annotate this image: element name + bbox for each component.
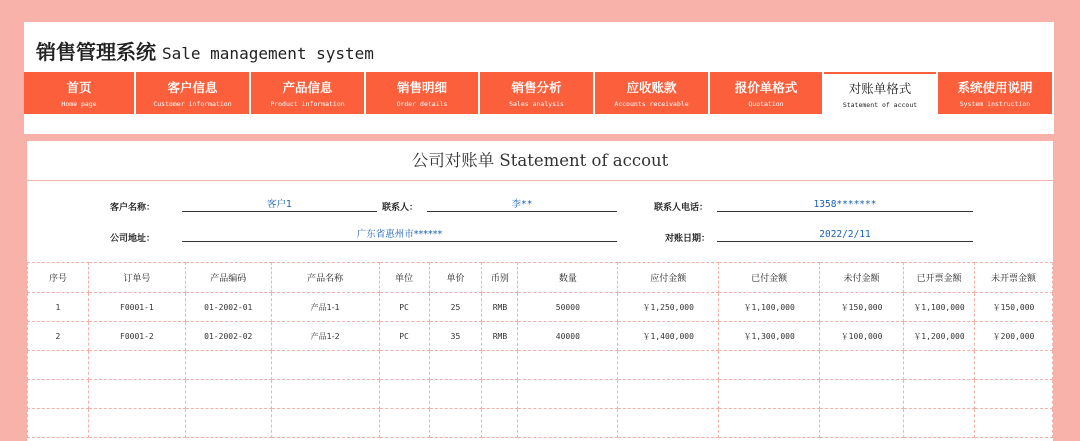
table-cell[interactable]: 35 <box>429 322 482 351</box>
table-cell[interactable] <box>429 351 482 380</box>
table-cell[interactable] <box>185 351 271 380</box>
table-row <box>28 293 1053 322</box>
table-cell[interactable] <box>518 409 618 438</box>
table-cell[interactable]: ￥1,100,000 <box>719 293 820 322</box>
nav-bar <box>24 72 1054 116</box>
table-cell[interactable] <box>719 351 820 380</box>
tab-sublabel: Statement of accout <box>842 101 918 109</box>
table-cell[interactable]: 40000 <box>518 322 618 351</box>
statement-table <box>27 262 1053 438</box>
table-cell[interactable] <box>429 409 482 438</box>
table-cell[interactable]: ￥150,000 <box>820 293 904 322</box>
column-header: 产品名称 <box>271 263 379 293</box>
table-cell[interactable] <box>379 380 429 409</box>
table-cell[interactable] <box>88 351 185 380</box>
table-cell[interactable] <box>719 409 820 438</box>
table-cell[interactable]: RMB <box>482 322 518 351</box>
tab-sublabel: System instruction <box>959 100 1031 108</box>
tab-label: 对账单格式 <box>848 81 912 96</box>
column-header: 单价 <box>429 263 482 293</box>
address-field[interactable]: 广东省惠州市****** <box>182 228 617 242</box>
table-cell[interactable]: RMB <box>482 293 518 322</box>
table-cell[interactable] <box>88 409 185 438</box>
statement-panel <box>27 141 1053 441</box>
table-cell[interactable] <box>904 380 975 409</box>
table-cell[interactable] <box>271 380 379 409</box>
statement-title: 公司对账单 Statement of accout <box>27 141 1053 181</box>
statement-date-field[interactable]: 2022/2/11 <box>717 228 973 242</box>
tab-statement[interactable] <box>824 72 936 114</box>
table-row <box>28 322 1053 351</box>
table-cell[interactable] <box>518 351 618 380</box>
table-cell[interactable] <box>482 380 518 409</box>
tab-sublabel: Product information <box>270 100 345 108</box>
table-cell[interactable] <box>974 351 1052 380</box>
table-row-empty <box>28 409 1053 438</box>
tab-label: 应收账款 <box>626 80 677 95</box>
tab-sublabel: Accounts receivable <box>614 100 689 108</box>
tab-sublabel: Customer information <box>153 100 232 108</box>
column-header: 未开票金额 <box>974 263 1052 293</box>
address-label: 公司地址： <box>110 234 156 244</box>
statement-date-label: 对账日期： <box>665 234 711 244</box>
table-cell[interactable] <box>28 380 89 409</box>
table-cell[interactable]: ￥1,100,000 <box>904 293 975 322</box>
table-cell[interactable]: F0001-2 <box>88 322 185 351</box>
tab-label: 系统使用说明 <box>957 80 1033 95</box>
table-cell[interactable] <box>820 380 904 409</box>
tab-sublabel: Home page <box>61 100 97 108</box>
tab-label: 客户信息 <box>167 80 218 95</box>
table-cell[interactable] <box>618 380 719 409</box>
table-cell[interactable] <box>28 409 89 438</box>
tab-label: 首页 <box>66 80 92 95</box>
table-cell[interactable]: 产品1-1 <box>271 293 379 322</box>
table-cell[interactable]: ￥1,250,000 <box>618 293 719 322</box>
app-title <box>36 36 374 65</box>
tab-sales-analysis[interactable] <box>480 72 593 114</box>
phone-field[interactable]: 1358******* <box>717 198 973 212</box>
tab-sublabel: Quotation <box>748 100 784 108</box>
column-header: 产品编码 <box>185 263 271 293</box>
table-cell[interactable]: ￥200,000 <box>974 322 1052 351</box>
app-title-en: Sale management system <box>162 44 374 63</box>
table-cell[interactable] <box>429 380 482 409</box>
table-cell[interactable]: 1 <box>28 293 89 322</box>
contact-label: 联系人： <box>382 203 419 213</box>
table-cell[interactable] <box>974 380 1052 409</box>
column-header: 订单号 <box>88 263 185 293</box>
tab-label: 报价单格式 <box>734 80 798 95</box>
table-cell[interactable] <box>379 409 429 438</box>
table-cell[interactable] <box>271 351 379 380</box>
table-cell[interactable] <box>618 351 719 380</box>
table-cell[interactable]: ￥100,000 <box>820 322 904 351</box>
column-header: 数量 <box>518 263 618 293</box>
column-header: 应付金额 <box>618 263 719 293</box>
table-cell[interactable] <box>974 409 1052 438</box>
table-cell[interactable] <box>28 351 89 380</box>
tab-accounts-receivable[interactable] <box>595 72 708 114</box>
table-cell[interactable]: PC <box>379 322 429 351</box>
tab-system-instruction[interactable] <box>938 72 1052 114</box>
tab-sublabel: Order details <box>396 100 448 108</box>
table-cell[interactable]: ￥1,200,000 <box>904 322 975 351</box>
tab-label: 销售明细 <box>396 80 447 95</box>
column-header: 未付金额 <box>820 263 904 293</box>
table-cell[interactable]: 01-2002-02 <box>185 322 271 351</box>
tab-quotation[interactable] <box>710 72 822 114</box>
table-cell[interactable] <box>820 351 904 380</box>
tab-sublabel: Sales analysis <box>509 100 564 108</box>
table-cell[interactable]: 50000 <box>518 293 618 322</box>
table-cell[interactable] <box>482 351 518 380</box>
phone-label: 联系人电话： <box>654 203 709 213</box>
table-cell[interactable] <box>719 380 820 409</box>
table-cell[interactable]: ￥1,300,000 <box>719 322 820 351</box>
tab-product-info[interactable] <box>251 72 364 114</box>
table-cell[interactable] <box>185 409 271 438</box>
table-cell[interactable]: PC <box>379 293 429 322</box>
table-cell[interactable] <box>379 351 429 380</box>
table-cell[interactable] <box>88 380 185 409</box>
app-title-cn: 销售管理系统 <box>36 40 156 64</box>
table-cell[interactable] <box>518 380 618 409</box>
tab-customer-info[interactable] <box>136 72 249 114</box>
header-panel <box>24 22 1054 134</box>
customer-name-label: 客户名称： <box>110 203 156 213</box>
table-cell[interactable] <box>482 409 518 438</box>
table-cell[interactable] <box>820 409 904 438</box>
table-cell[interactable] <box>185 380 271 409</box>
table-row-empty <box>28 380 1053 409</box>
contact-field[interactable]: 李** <box>427 198 617 212</box>
table-header-row <box>28 263 1053 293</box>
tab-home[interactable] <box>24 72 134 114</box>
column-header: 已开票金额 <box>904 263 975 293</box>
table-cell[interactable] <box>904 351 975 380</box>
table-cell[interactable] <box>271 409 379 438</box>
table-cell[interactable] <box>618 409 719 438</box>
table-row-empty <box>28 351 1053 380</box>
table-cell[interactable]: ￥1,400,000 <box>618 322 719 351</box>
table-cell[interactable]: 01-2002-01 <box>185 293 271 322</box>
tab-label: 销售分析 <box>511 80 562 95</box>
table-cell[interactable]: 25 <box>429 293 482 322</box>
table-cell[interactable]: 2 <box>28 322 89 351</box>
tab-order-details[interactable] <box>366 72 478 114</box>
column-header: 序号 <box>28 263 89 293</box>
table-cell[interactable]: F0001-1 <box>88 293 185 322</box>
table-cell[interactable]: 产品1-2 <box>271 322 379 351</box>
column-header: 已付金额 <box>719 263 820 293</box>
column-header: 单位 <box>379 263 429 293</box>
table-cell[interactable] <box>904 409 975 438</box>
customer-name-field[interactable]: 客户1 <box>182 198 377 212</box>
column-header: 币别 <box>482 263 518 293</box>
table-cell[interactable]: ￥150,000 <box>974 293 1052 322</box>
tab-label: 产品信息 <box>282 80 333 95</box>
